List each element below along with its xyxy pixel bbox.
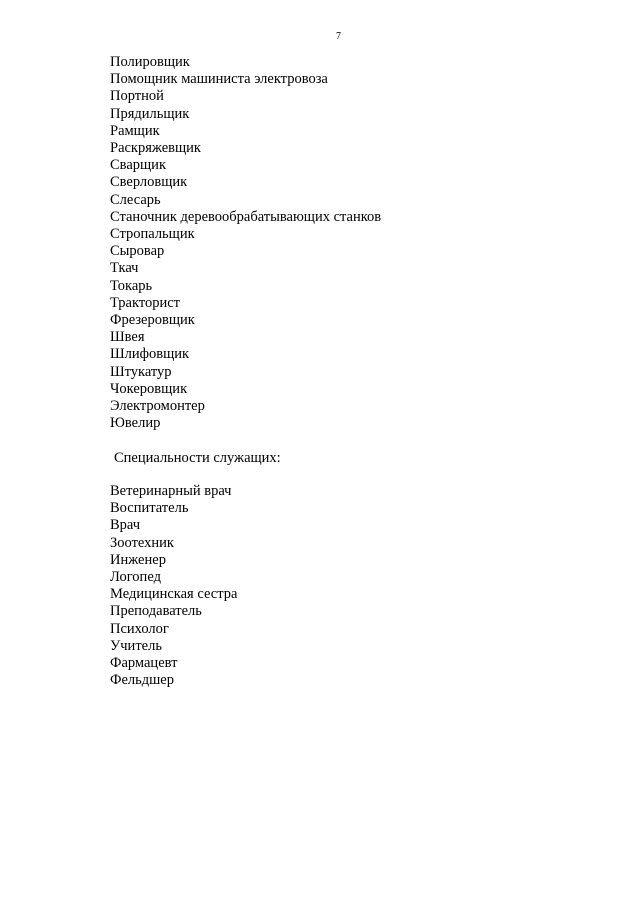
list-item: Воспитатель (110, 500, 189, 517)
list-item: Логопед (110, 569, 161, 586)
list-item: Стропальщик (110, 226, 195, 243)
page-number: 7 (336, 31, 341, 42)
list-item: Фармацевт (110, 655, 178, 672)
list-item: Ткач (110, 260, 139, 277)
list-item: Преподаватель (110, 603, 202, 620)
list-item: Врач (110, 517, 141, 534)
list-item: Сварщик (110, 157, 166, 174)
list-item: Токарь (110, 277, 153, 294)
list-item: Полировщик (110, 54, 190, 70)
list-item: Слесарь (110, 191, 161, 208)
employees-specialty-list (110, 483, 237, 689)
list-item: Электромонтер (110, 398, 205, 415)
list-item: Тракторист (110, 294, 181, 311)
list-item: Сыровар (110, 243, 165, 260)
list-item: Рамщик (110, 122, 160, 139)
list-item: Фрезеровщик (110, 312, 195, 329)
list-item: Швея (110, 329, 145, 346)
list-item: Ювелир (110, 415, 161, 432)
list-item: Прядильщик (110, 105, 190, 122)
list-item: Психолог (110, 620, 169, 637)
list-item: Зоотехник (110, 534, 174, 551)
list-item: Чокеровщик (110, 380, 188, 397)
list-item: Сверловщик (110, 174, 188, 191)
list-item: Медицинская сестра (110, 586, 238, 603)
list-item: Портной (110, 88, 164, 105)
employees-section-heading: Специальности служащих: (114, 450, 281, 466)
list-item: Раскряжевщик (110, 140, 201, 157)
list-item: Инженер (110, 551, 166, 568)
list-item: Станочник деревообрабатывающих станков (110, 208, 382, 225)
list-item: Шлифовщик (110, 346, 190, 363)
list-item: Учитель (110, 637, 162, 654)
workers-profession-list (110, 54, 381, 432)
list-item: Фельдшер (110, 672, 174, 689)
list-item: Помощник машиниста электровоза (110, 71, 328, 88)
list-item: Штукатур (110, 363, 172, 380)
list-item: Ветеринарный врач (110, 483, 232, 499)
